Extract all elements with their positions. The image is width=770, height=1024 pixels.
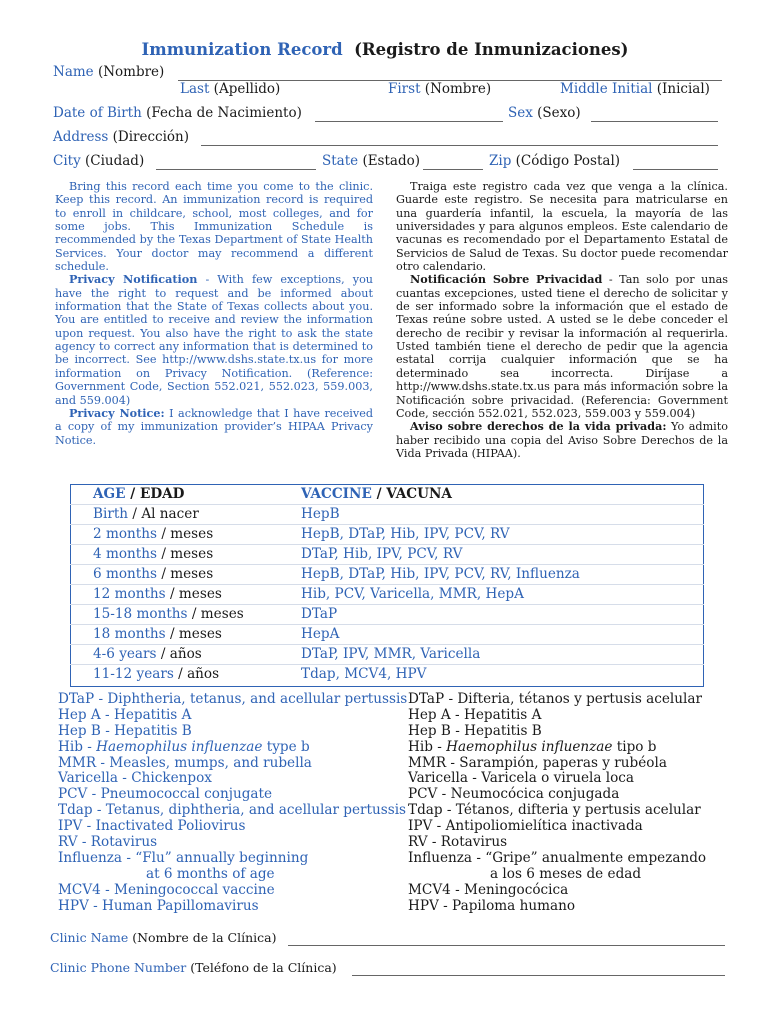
clinic-phone-field[interactable] — [352, 975, 725, 976]
spanish-privacy-heading: Notificación Sobre Privacidad — [410, 272, 603, 287]
first-sublabel-es: (Nombre) — [424, 81, 492, 97]
hib-prefix: Hib - — [58, 738, 97, 755]
clinic-phone-label — [50, 960, 337, 975]
age-en: 15-18 months — [93, 606, 188, 622]
clinic-phone-label-es: (Teléfono de la Clínica) — [190, 960, 337, 975]
glossary-english — [58, 692, 407, 914]
address-field[interactable] — [201, 145, 718, 146]
glossary-item: Varicella - Varicela o viruela loca — [408, 770, 635, 787]
last-sublabel-en: Last — [180, 81, 210, 97]
address-label — [53, 129, 189, 145]
city-label-es: (Ciudad) — [85, 153, 145, 169]
glossary-item-continued: at 6 months of age — [146, 865, 275, 882]
first-sublabel-en: First — [388, 81, 421, 97]
age-en: 2 months — [93, 526, 157, 542]
table-row — [71, 525, 704, 545]
glossary-item-continued: a los 6 meses de edad — [490, 865, 642, 882]
zip-label-es: (Código Postal) — [515, 153, 621, 169]
title-spanish: (Registro de Inmunizaciones) — [354, 40, 629, 59]
glossary-item: IPV - Inactivated Poliovirus — [58, 818, 246, 835]
age-cell: 12 months / meses — [71, 585, 280, 605]
table-row — [71, 585, 704, 605]
name-label — [53, 64, 164, 80]
glossary-item: HPV - Papiloma humano — [408, 897, 576, 914]
vaccine-header: VACCINE / VACUNA — [279, 485, 704, 505]
age-header-es: EDAD — [139, 486, 185, 502]
age-es: meses — [170, 566, 214, 582]
city-label — [53, 153, 144, 169]
vaccine-header-en: VACCINE — [301, 486, 372, 502]
age-en: 4-6 years — [93, 646, 157, 662]
glossary-item: IPV - Antipoliomielítica inactivada — [408, 818, 643, 835]
age-cell: 18 months / meses — [71, 625, 280, 645]
middle-sublabel-es: (Inicial) — [656, 81, 710, 97]
dob-field[interactable] — [315, 121, 503, 122]
hib-suffix: type b — [262, 738, 310, 755]
address-label-en: Address — [53, 129, 109, 145]
last-name-sublabel — [180, 81, 280, 97]
age-en: Birth — [93, 506, 129, 522]
address-label-es: (Dirección) — [112, 129, 190, 145]
age-cell: 2 months / meses — [71, 525, 280, 545]
age-es: Al nacer — [141, 506, 199, 522]
glossary-item: Hep A - Hepatitis A — [58, 706, 192, 723]
glossary-item — [58, 740, 407, 756]
vaccine-cell: Hib, PCV, Varicella, MMR, HepA — [279, 585, 704, 605]
age-es: meses — [178, 626, 222, 642]
glossary-item: PCV - Neumocócica conjugada — [408, 786, 620, 803]
age-es: meses — [200, 606, 244, 622]
zip-label-en: Zip — [489, 153, 512, 169]
glossary-item: Tdap - Tetanus, diphtheria, and acellular pertussis — [58, 802, 407, 819]
glossary-item: DTaP - Diphtheria, tetanus, and acellular pertussis — [58, 691, 408, 707]
glossary-item: RV - Rotavirus — [408, 834, 508, 851]
clinic-name-label-es: (Nombre de la Clínica) — [132, 930, 277, 945]
age-en: 18 months — [93, 626, 166, 642]
zip-label — [489, 153, 620, 169]
glossary-item: Varicella - Chickenpox — [58, 770, 212, 787]
english-privacy-text: - With few exceptions, you have the right to request and be informed about information that the State of Texas collects about you. You are entitled to receive and review the information upon request. You also have the right to ask the state agency to correct any information that is determined to be incorrect. See http://www.dshs.state.tx.us for more information on Privacy Notification. (Reference: Government Code, Section 552.021, 552.023, 559.003, and 559.004) — [55, 273, 374, 407]
spanish-notice-text: Yo admito haber recibido una copia del Aviso Sobre Derechos de la Vida Privada (HIPAA). — [396, 420, 728, 460]
clinic-name-label — [50, 930, 277, 945]
first-name-sublabel — [388, 81, 491, 97]
age-es: meses — [178, 586, 222, 602]
spanish-notice-heading: Aviso sobre derechos de la vida privada: — [410, 419, 667, 434]
age-cell: 15-18 months / meses — [71, 605, 280, 625]
vaccine-cell: DTaP, IPV, MMR, Varicella — [279, 645, 704, 665]
english-privacy-notification — [55, 273, 373, 406]
glossary-item: MCV4 - Meningococcal vaccine — [58, 881, 275, 898]
zip-field[interactable] — [633, 169, 718, 170]
age-cell: 4 months / meses — [71, 545, 280, 565]
age-es: meses — [170, 546, 214, 562]
vaccine-cell: DTaP, Hib, IPV, PCV, RV — [279, 545, 704, 565]
vaccine-cell: Tdap, MCV4, HPV — [301, 666, 427, 682]
state-field[interactable] — [423, 169, 483, 170]
age-cell: 6 months / meses — [71, 565, 280, 585]
hib-species: Haemophilus influenzae — [446, 738, 613, 755]
city-label-en: City — [53, 153, 81, 169]
spanish-privacy-notice — [396, 420, 728, 460]
english-info-column — [55, 180, 373, 447]
state-label-es: (Estado) — [362, 153, 420, 169]
dob-label — [53, 105, 302, 121]
table-row — [71, 605, 704, 625]
middle-initial-sublabel — [560, 81, 710, 97]
vaccine-cell: HepB, DTaP, Hib, IPV, PCV, RV — [279, 525, 704, 545]
glossary-item: Influenza - “Gripe” anualmente empezando — [408, 849, 707, 866]
english-notice-text: I acknowledge that I have received a copy of my immunization provider’s HIPAA Privacy Notice. — [55, 406, 373, 447]
spanish-privacy-notification — [396, 273, 728, 420]
vaccine-cell: HepA — [279, 625, 704, 645]
glossary-item: DTaP - Difteria, tétanos y pertusis acelular — [408, 691, 702, 707]
hib-suffix: tipo b — [612, 738, 657, 755]
sex-label-en: Sex — [508, 105, 533, 121]
state-label-en: State — [322, 153, 359, 169]
sex-label-es: (Sexo) — [537, 105, 581, 121]
glossary-item: PCV - Pneumococcal conjugate — [58, 786, 273, 803]
clinic-name-field[interactable] — [288, 945, 725, 946]
dob-label-es: (Fecha de Nacimiento) — [146, 105, 302, 121]
age-cell: Birth / Al nacer — [71, 505, 280, 525]
glossary-item: MMR - Sarampión, paperas y rubéola — [408, 754, 667, 771]
age-es: años — [169, 646, 202, 662]
page-title — [0, 40, 770, 59]
age-header: AGE / EDAD — [71, 485, 280, 505]
glossary-item: HPV - Human Papillomavirus — [58, 897, 259, 914]
spanish-privacy-text: - Tan solo por unas cuantas excepciones, usted tiene el derecho de solicitar y de ser informado sobre la información que el estado de Texas reúne sobre usted. A usted se le debe conceder el derecho de recibir y revisar la información al requerirla. Usted también tiene el derecho de pedir que la agencia estatal corrija cualquier información que se ha determinado sea incorrecta. Diríjase a http://www.dshs.state.tx.us para más información sobre la Notificación sobre privacidad. (Referencia: Government Code, sección 552.021, 552.023, 559.003 y 559.004) — [396, 273, 728, 420]
glossary-item: RV - Rotavirus — [58, 834, 158, 851]
vaccine-cell: HepB, DTaP, Hib, IPV, PCV, RV, Influenza — [279, 565, 704, 585]
age-es: años — [187, 666, 220, 682]
table-row — [71, 665, 704, 687]
age-header-en: AGE — [93, 486, 126, 502]
middle-sublabel-en: Middle Initial — [560, 81, 653, 97]
sex-label — [508, 105, 581, 121]
dob-label-en: Date of Birth — [53, 105, 142, 121]
spanish-info-column — [396, 180, 728, 460]
english-intro: Bring this record each time you come to the clinic. Keep this record. An immunization record is required to enroll in childcare, school, most colleges, and for some jobs. This Immunization Schedule is recommended by the Texas Department of State Health Services. Your doctor may recommend a different schedule. — [55, 180, 373, 274]
age-en: 4 months — [93, 546, 157, 562]
glossary-item: Influenza - “Flu” annually beginning — [58, 849, 309, 866]
table-row — [71, 645, 704, 665]
glossary-item — [408, 740, 706, 756]
english-notice-heading: Privacy Notice: — [69, 405, 165, 420]
glossary-item: Tdap - Tétanos, difteria y pertusis acelular — [408, 802, 701, 819]
table-row — [71, 625, 704, 645]
spanish-intro: Traiga este registro cada vez que venga a la clínica. Guarde este registro. Se necesita para matricularse en una guardería infantil, la escuela, la mayoría de las universidades y para algunos empleos. Este calendario de vacunas es recomendado por el Departamento Estatal de Servicios de Salud de Texas. Su doctor puede recomendar otro calendario. — [396, 180, 728, 274]
table-header-row — [71, 485, 704, 505]
age-cell: 11-12 years / años — [93, 666, 220, 682]
english-privacy-notice — [55, 407, 373, 447]
age-es: meses — [170, 526, 214, 542]
last-sublabel-es: (Apellido) — [213, 81, 281, 97]
clinic-name-label-en: Clinic Name — [50, 930, 129, 945]
clinic-phone-label-en: Clinic Phone Number — [50, 960, 187, 975]
glossary-spanish — [408, 692, 706, 914]
age-en: 11-12 years — [93, 666, 174, 682]
table-row — [71, 505, 704, 525]
vaccine-cell: HepB — [279, 505, 704, 525]
glossary-item: Hep B - Hepatitis B — [408, 722, 542, 739]
glossary-item: Hep B - Hepatitis B — [58, 722, 192, 739]
english-privacy-heading: Privacy Notification — [69, 272, 198, 287]
glossary-item: MCV4 - Meningocócica — [408, 881, 569, 898]
hib-prefix: Hib - — [408, 738, 447, 755]
age-cell: 4-6 years / años — [71, 645, 280, 665]
glossary-item: MMR - Measles, mumps, and rubella — [58, 754, 312, 771]
age-en: 12 months — [93, 586, 166, 602]
name-label-es: (Nombre) — [97, 64, 165, 80]
vaccine-header-es: VACUNA — [386, 486, 452, 502]
age-en: 6 months — [93, 566, 157, 582]
glossary-item: Hep A - Hepatitis A — [408, 706, 542, 723]
vaccine-cell: DTaP — [279, 605, 704, 625]
name-label-en: Name — [53, 64, 94, 80]
title-english: Immunization Record — [141, 40, 343, 59]
city-field[interactable] — [156, 169, 316, 170]
immunization-schedule-table — [70, 484, 704, 687]
hib-species: Haemophilus influenzae — [96, 738, 263, 755]
state-label — [322, 153, 420, 169]
table-row — [71, 545, 704, 565]
table-row — [71, 565, 704, 585]
sex-field[interactable] — [591, 121, 718, 122]
